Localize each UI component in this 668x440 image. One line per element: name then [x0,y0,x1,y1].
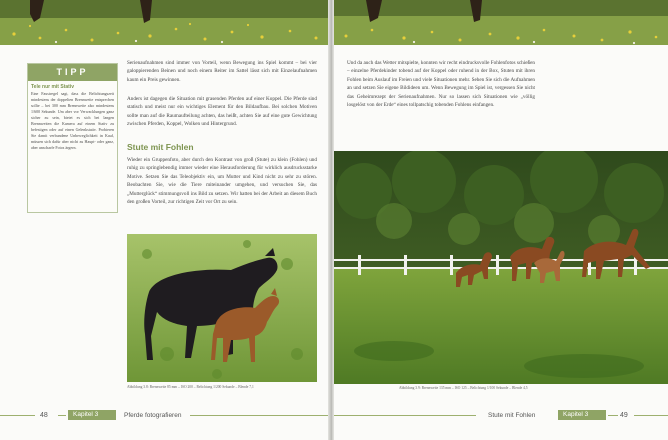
footer-rule-right-3 [634,415,668,416]
footer-rule-left-3 [190,415,330,416]
right-page-number: 49 [620,412,628,419]
mare-foal-photo [127,234,317,382]
right-chapter-tab: Kapitel 3 [558,410,606,420]
left-paragraph-2: Anders ist dagegen die Situation mit grasenden Pferden auf einer Koppel. Die Pferde sind statisch und meist nur ein wichtiges Element für den Bildaufbau. Bei solchen Motiven sollte man auf die Raumaufteilung achten, das heißt, achten Sie auf eine gute Gewichtung zwischen Pferden, Koppel, Wolken und Hintergrund. [127,96,317,128]
left-paragraph-1: Serienaufnahmen sind immer von Vorteil, wenn Bewegung ins Spiel kommt – bei vier galoppierenden Beinen und noch einem Reiter im Sattel lässt sich mit Einzelaufnahmen kaum ein Preis gewinnen. [127,60,317,83]
section-heading: Stute mit Fohlen [127,142,194,152]
footer-rule-left-2 [58,415,66,416]
tip-body: Eine Faustregel sagt, dass die Belichtungszeit mindestens der doppelten Brennweite entsprechen sollte – bei 300 mm Brennweite also mindestens 1/600 Sekunde. Um aber vor Verwacklungen ganz sicher zu sein, bietet es sich bei langen Brennweiten die Kamera auf einem Stativ zu befestigen oder auf einen Gelenkstativ. Probieren Sie damit verbundene Unbeweglichkeit in Kauf, müssen sich dafür aber nicht zu Haupt- oder ganz, aber unscharfe Fotos ärgern. [31,91,114,150]
left-paragraph-3: Wieder ein Gruppenfoto, aber durch den Kontrast von groß (Stute) zu klein (Fohlen) und ruhig zu springlebendig immer wieder eine Herausforderung für wirklich ausdrucksstarke Motive. Setzen Sie das Teleobjektiv ein, um Mutter und Kind nicht zu sehr zu stören. Beobachten Sie, wie die Tiere miteinander umgehen, und versuchen Sie, das „Mutterglück“ stimmungsvoll ins Bild zu setzen. Wir hatten bei der Arbeit an diesem Buch den großen Vorteil, zur richtigen Zeit vor Ort zu sein. [127,157,317,206]
left-header-photo [0,0,330,45]
footer-rule-left [0,415,35,416]
left-chapter-tab: Kapitel 3 [68,410,116,420]
right-page [334,0,668,440]
left-photo-caption: Abbildung 3.8: Brennweite 85 mm – ISO 200 – Belichtung 1/200 Sekunde – Blende 7,1 [127,385,254,389]
footer-rule-right-2 [608,415,618,416]
right-header-photo [334,0,668,45]
right-photo-caption: Abbildung 3.9: Brennweite 135 mm – ISO 125 – Belichtung 1/100 Sekunde – Blende 4,5 [399,386,528,390]
left-running-title: Pferde fotografieren [124,412,182,419]
right-running-title: Stute mit Fohlen [488,412,536,419]
foals-running-photo [334,151,668,384]
tip-box [27,63,118,213]
left-page [0,0,330,440]
tip-label: TIPP [28,64,117,81]
tip-title: Tele nur mit Stativ [31,84,74,90]
footer-rule-right [334,415,476,416]
left-page-number: 48 [40,412,48,419]
right-paragraph-1: Und da auch das Wetter mitspielte, konnten wir recht eindrucksvolle Fohlenfotos schießen – einzelne Pferdekinder tobend auf der Koppel oder ruhend in der Box, Stuten mit ihren Fohlen beim Auslauf im Freien und viele Situationen mehr. Sehen Sie sich die Aufnahmen an und setzen Sie eigene Bildideen um. Wenn Bewegung im Spiel ist, vergessen Sie nicht das Geheimrezept der Serienaufnahmen. Nur so lassen sich Situationen wie „völlig losgelöst von der Erde“ eines tollpatschig tobenden Fohlens einfangen. [347,60,535,109]
